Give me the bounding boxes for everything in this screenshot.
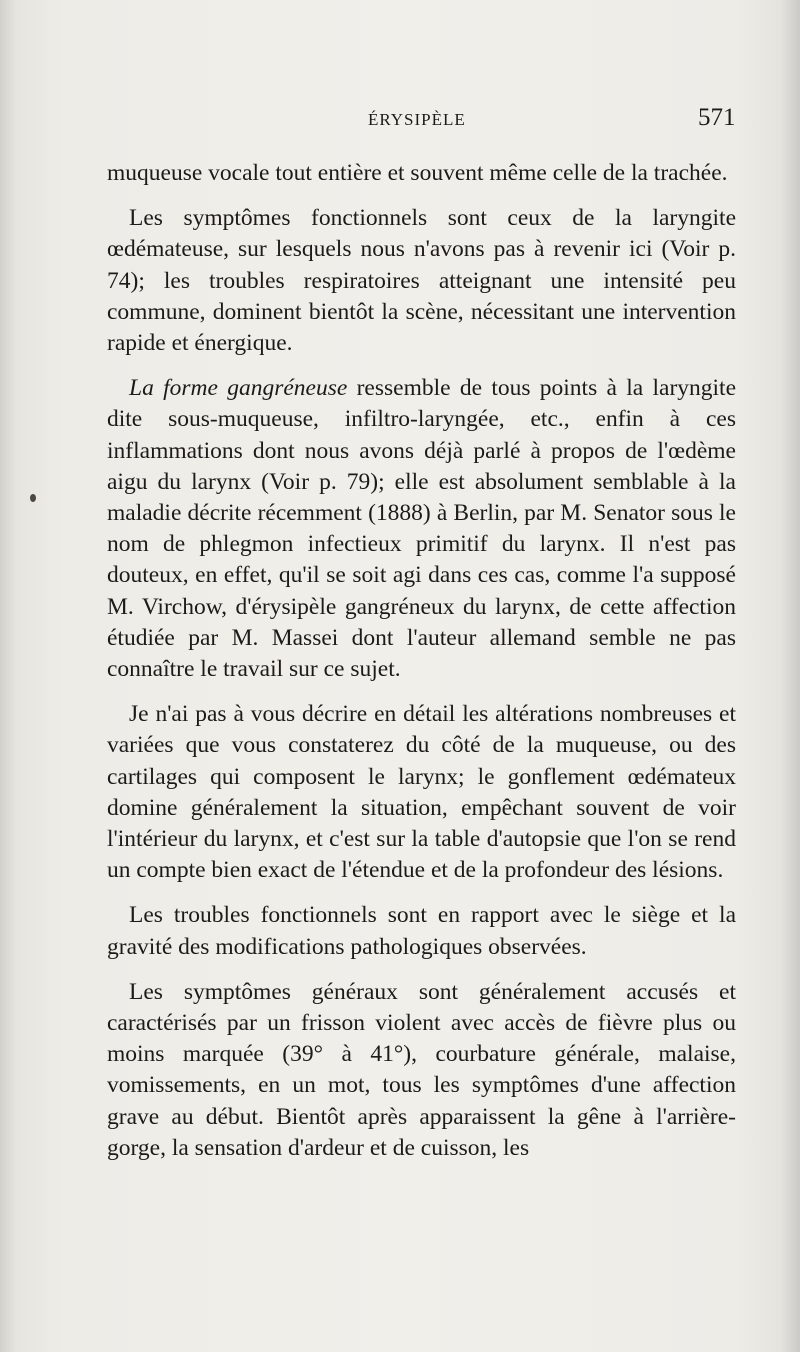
paragraph: muqueuse vocale tout entière et souvent même celle de la trachée. bbox=[107, 160, 728, 186]
paragraph-text: ressemble de tous points à la laryngite dite sous-muqueuse, infiltro-laryngée, etc., enfin à ces inflammations dont nous avons déjà parlé à propos de l'œdème aigu du larynx (Voir p. 79); elle est absolument semblable à la maladie décrite récemment (1888) à Berlin, par M. Senator sous le nom de phlegmon infectieux primitif du larynx. Il n'est pas douteux, en effet, qu'il se soit agi dans ces cas, comme l'a supposé M. Virchow, d'érysipèle gangréneux du larynx, de cette affection étudiée par M. Massei dont l'auteur allemand semble ne pas connaître le travail sur ce sujet. bbox=[107, 375, 737, 683]
running-head-title: ÉRYSIPÈLE bbox=[368, 110, 466, 129]
paragraph-italic-lead: La forme gangréneuse bbox=[129, 375, 348, 402]
page-number: 571 bbox=[698, 104, 736, 131]
paragraph: Je n'ai pas à vous décrire en détail les altérations nombreuses et variées que vous constaterez du côté de la muqueuse, ou des cartilages qui composent le larynx; le gonflement œdémateux domine généralement la situation, empêchant souvent de voir l'intérieur du larynx, et c'est sur la table d'autopsie que l'on se rend un compte bien exact de l'étendue et de la profondeur des lésions. bbox=[107, 701, 736, 884]
running-head bbox=[0, 104, 800, 136]
paragraph: Les symptômes généraux sont généralement accusés et caractérisés par un frisson violent avec accès de fièvre plus ou moins marquée (39° à 41°), courbature générale, malaise, vomissements, en un mot, tous les symptômes d'une affection grave au début. Bientôt après apparaissent la gêne à l'arrière-gorge, la sensation d'ardeur et de cuisson, les bbox=[107, 978, 736, 1161]
page-edge-shadow-left bbox=[0, 0, 16, 1352]
paragraph bbox=[107, 373, 736, 685]
paragraph: Les symptômes fonctionnels sont ceux de la laryngite œdémateuse, sur lesquels nous n'avons pas à revenir ici (Voir p. 74); les troubles respiratoires atteignant une intensité peu commune, dominent bientôt la scène, nécessitant une intervention rapide et énergique. bbox=[107, 205, 736, 357]
page-edge-shadow-right bbox=[780, 0, 800, 1352]
paragraph: Les troubles fonctionnels sont en rapport avec le siège et la gravité des modifications pathologiques observées. bbox=[107, 902, 736, 960]
margin-mark bbox=[30, 494, 36, 502]
body-text bbox=[107, 158, 736, 1178]
